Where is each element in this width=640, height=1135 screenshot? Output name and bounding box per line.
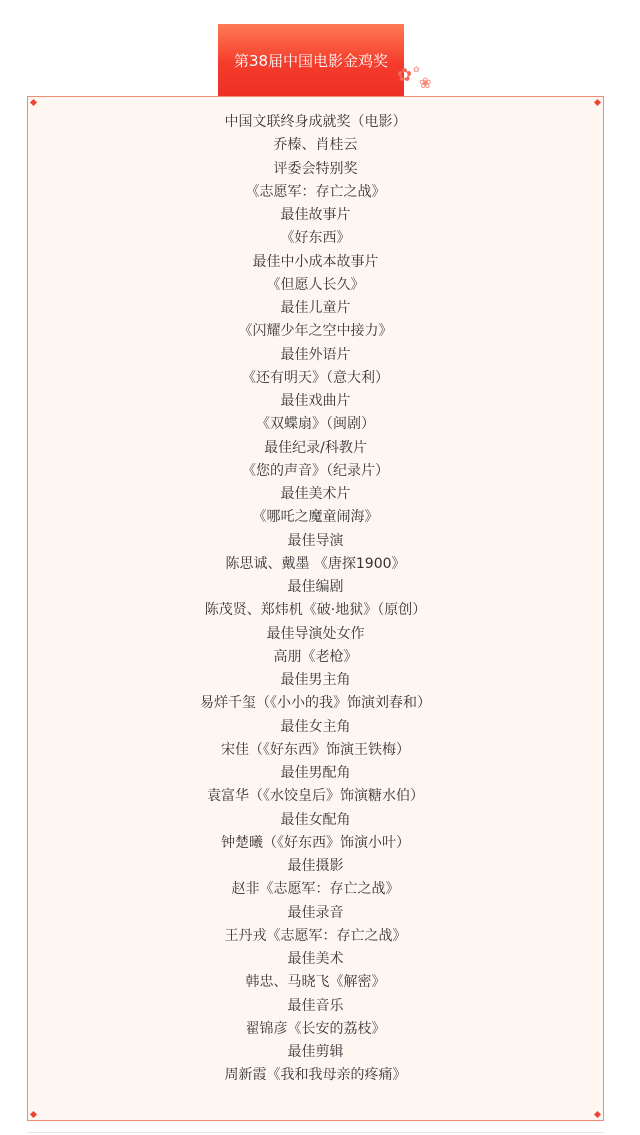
award-category: 最佳剪辑 (287, 1044, 344, 1060)
award-category: 最佳男主角 (280, 672, 351, 688)
award-category: 最佳美术 (287, 951, 344, 967)
award-category: 最佳儿童片 (280, 300, 351, 316)
award-list-card (27, 96, 604, 1121)
divider (27, 1132, 604, 1133)
title-banner (218, 24, 404, 96)
award-winner: 《哪吒之魔童闹海》 (252, 509, 379, 526)
award-category: 最佳故事片 (280, 207, 351, 223)
award-category: 最佳美术片 (280, 486, 351, 502)
award-winner: 《您的声音》（纪录片） (242, 462, 389, 479)
corner-ornament (594, 99, 601, 106)
award-winner: 《双蝶扇》（闽剧） (256, 416, 375, 433)
award-category: 最佳导演 (287, 532, 344, 549)
corner-ornament (30, 1111, 37, 1118)
award-winner: 《好东西》 (280, 230, 351, 247)
page-title: 第38届中国电影金鸡奖 (233, 51, 389, 70)
award-category: 最佳男配角 (280, 765, 351, 781)
award-category: 最佳女配角 (280, 811, 351, 828)
award-winner: 翟锦彦《长安的荔枝》 (245, 1020, 386, 1037)
award-winner: 乔榛、肖桂云 (273, 137, 358, 154)
award-winner: 高朋《老枪》 (273, 648, 358, 665)
award-winner: 《但愿人长久》 (266, 276, 365, 293)
award-winner: 韩忠、马晓飞《解密》 (245, 974, 386, 991)
award-winner: 周新霞《我和我母亲的疼痛》 (224, 1067, 407, 1084)
flower-icon: ❀ (419, 74, 432, 92)
award-winner: 陈思诚、戴墨 《唐探1900》 (225, 555, 406, 572)
award-category: 最佳中小成本故事片 (252, 253, 379, 270)
award-category: 最佳纪录/科教片 (264, 439, 367, 456)
award-category: 评委会特别奖 (273, 160, 358, 177)
award-category: 中国文联终身成就奖（电影） (224, 114, 407, 130)
award-winner: 赵非《志愿军：存亡之战》 (231, 881, 400, 898)
corner-ornament (30, 99, 37, 106)
award-winner: 陈茂贤、郑炜机《破·地狱》（原创） (204, 602, 427, 619)
award-category: 最佳女主角 (280, 718, 351, 735)
award-list (28, 111, 603, 1088)
award-category: 最佳外语片 (280, 346, 351, 363)
award-category: 最佳编剧 (287, 579, 344, 595)
flower-icon: ✿ (413, 65, 420, 74)
award-winner: 王丹戎《志愿军：存亡之战》 (224, 927, 407, 944)
award-winner: 钟楚曦（《好东西》饰演小叶） (221, 834, 410, 851)
award-category: 最佳录音 (287, 904, 344, 921)
award-winner: 《还有明天》（意大利） (242, 369, 389, 386)
award-winner: 袁富华（《水饺皇后》饰演糖水伯） (207, 788, 424, 805)
award-category: 最佳音乐 (287, 997, 344, 1014)
award-category: 最佳导演处女作 (266, 625, 365, 642)
award-winner: 《闪耀少年之空中接力》 (238, 323, 393, 340)
flower-icon: ✿ (397, 65, 413, 86)
award-category: 最佳摄影 (287, 858, 344, 874)
award-category: 最佳戏曲片 (280, 393, 351, 409)
award-winner: 易烊千玺（《小小的我》饰演刘春和） (200, 695, 431, 712)
corner-ornament (594, 1111, 601, 1118)
award-winner: 宋佳（《好东西》饰演王铁梅） (221, 741, 410, 758)
award-winner: 《志愿军：存亡之战》 (245, 183, 386, 200)
